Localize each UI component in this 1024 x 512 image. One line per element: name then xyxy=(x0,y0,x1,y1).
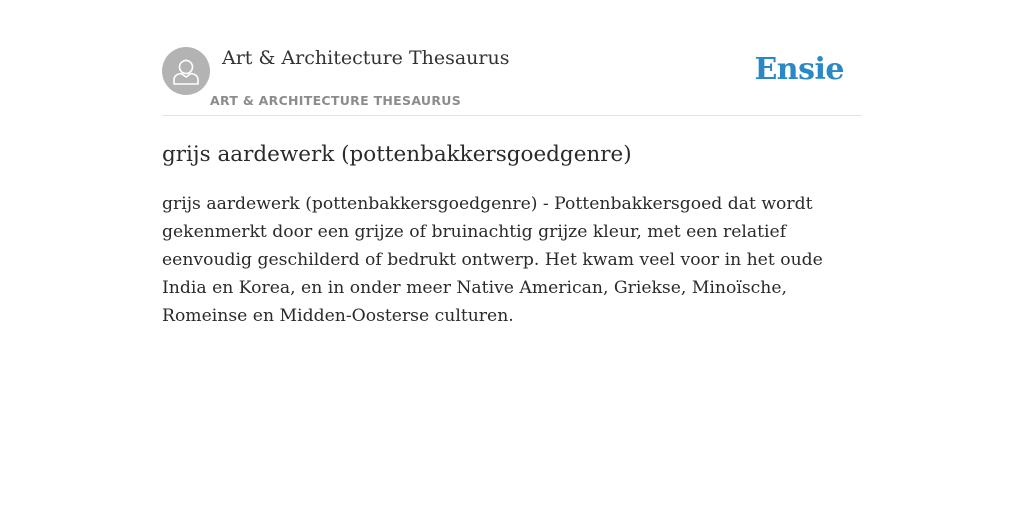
user-avatar-icon xyxy=(162,47,210,95)
author-avatar[interactable] xyxy=(162,47,210,95)
ensie-logo[interactable]: Ensie xyxy=(754,52,844,87)
article-body: grijs aardewerk (pottenbakkersgoedgenre) - Pottenbakkersgoed dat wordt gekenmerkt door een grijze of bruinachtig grijze kleur, met een relatief eenvoudig geschilderd of bedrukt ontwerp. Het kwam veel voor in het oude India en Korea, en in onder meer Native American, Griekse, Minoïsche, Romeinse en Midden-Oosterse culturen. xyxy=(162,194,823,326)
page-header xyxy=(162,0,862,116)
article-title: grijs aardewerk (pottenbakkersgoedgenre) xyxy=(162,142,632,167)
page-container xyxy=(162,0,862,330)
author-name-link[interactable]: Art & Architecture Thesaurus xyxy=(222,47,510,69)
author-subtitle: ART & ARCHITECTURE THESAURUS xyxy=(210,93,462,108)
